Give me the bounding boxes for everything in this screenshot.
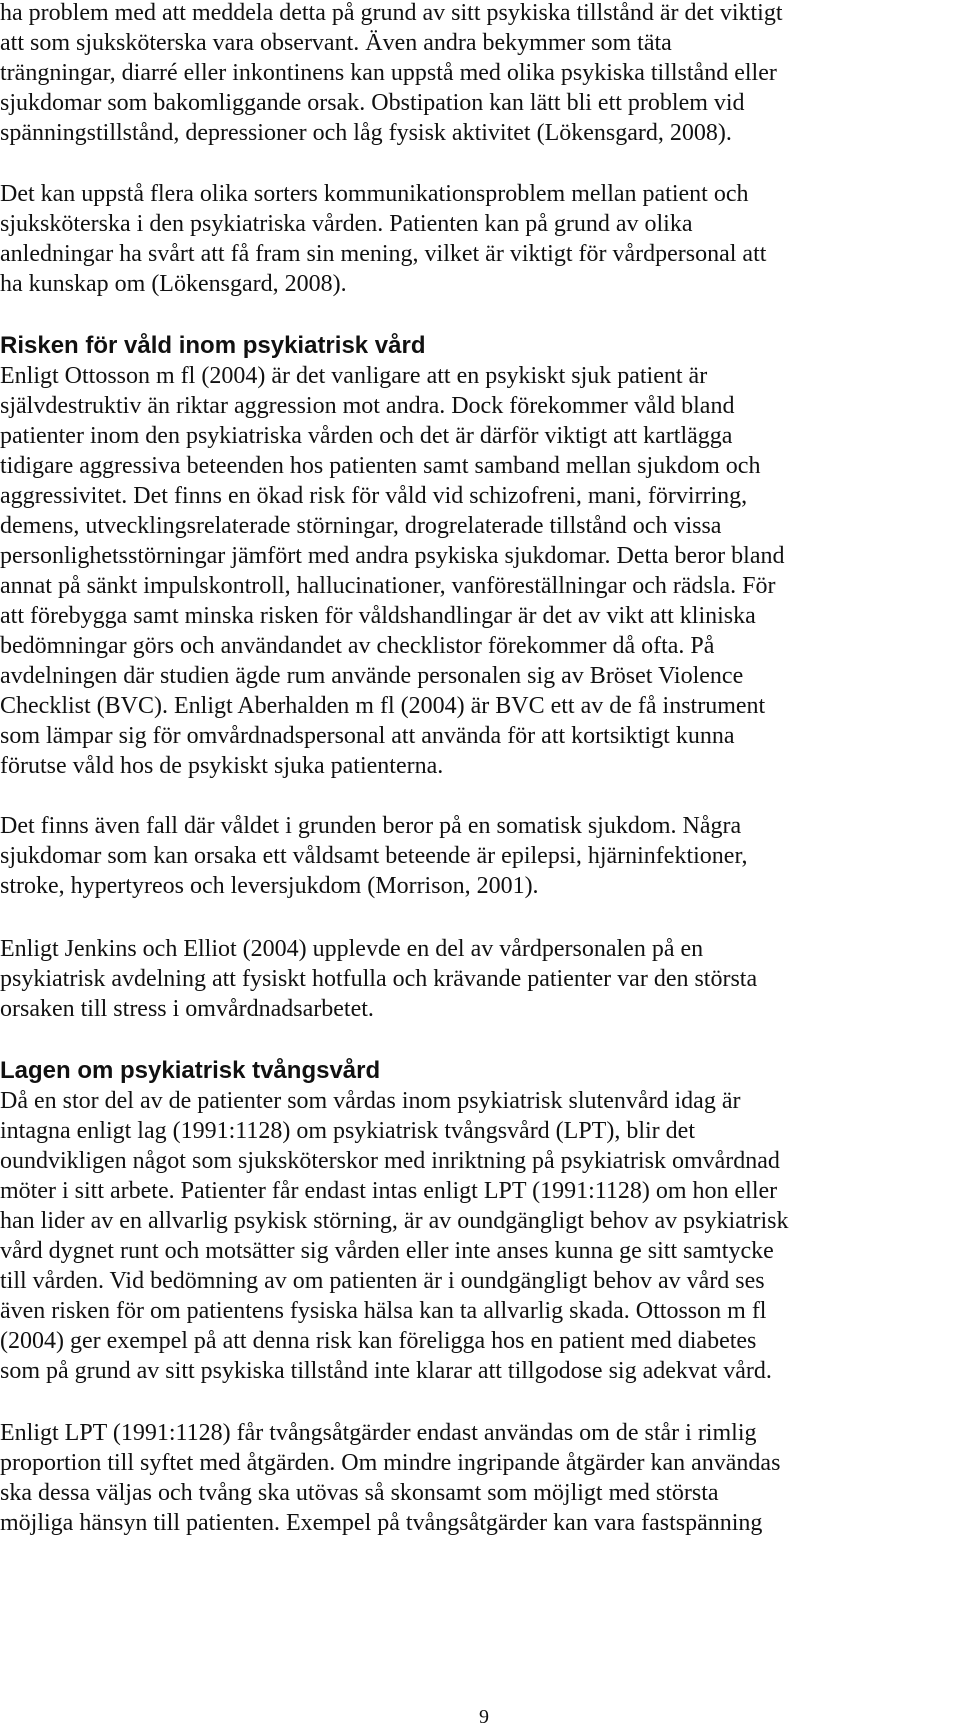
paragraph-line: personlighetsstörningar jämfört med andra psykiska sjukdomar. Detta beror bland [0, 543, 785, 569]
paragraph-line: Det finns även fall där våldet i grunden beror på en somatisk sjukdom. Några [0, 813, 742, 839]
paragraph-line: psykiatrisk avdelning att fysiskt hotfulla och krävande patienter var den största [0, 966, 758, 992]
paragraph-line: vård dygnet runt och motsätter sig vården eller inte anses kunna ge sitt samtycke [0, 1238, 774, 1264]
paragraph-coercive-measures [0, 1418, 960, 1538]
paragraph-line: möjliga hänsyn till patienten. Exempel på tvångsåtgärder kan vara fastspänning [0, 1510, 763, 1536]
paragraph-line: sjuksköterska i den psykiatriska vården. Patienten kan på grund av olika [0, 211, 693, 237]
paragraph-line: självdestruktiv än riktar aggression mot andra. Dock förekommer våld bland [0, 393, 735, 419]
paragraph-line: Enligt Jenkins och Elliot (2004) upplevde en del av vårdpersonalen på en [0, 936, 704, 962]
paragraph-line: trängningar, diarré eller inkontinens kan uppstå med olika psykiska tillstånd eller [0, 60, 777, 86]
paragraph-line: (2004) ger exempel på att denna risk kan föreligga hos en patient med diabetes [0, 1328, 757, 1354]
paragraph-line: ska dessa väljas och tvång ska utövas så skonsamt som möjligt med största [0, 1480, 719, 1506]
paragraph-line: stroke, hypertyreos och leversjukdom (Morrison, 2001). [0, 873, 539, 899]
paragraph-line: annat på sänkt impulskontroll, hallucinationer, vanföreställningar och rädsla. För [0, 573, 776, 599]
paragraph-line: patienter inom den psykiatriska vården och det är därför viktigt att kartlägga [0, 423, 733, 449]
paragraph-line: som lämpar sig för omvårdnadspersonal att använda för att kortsiktigt kunna [0, 723, 735, 749]
paragraph-line: som på grund av sitt psykiska tillstånd inte klarar att tillgodose sig adekvat vård. [0, 1358, 772, 1384]
paragraph-line: demens, utvecklingsrelaterade störningar, drogrelaterade tillstånd och vissa [0, 513, 722, 539]
paragraph-line: tidigare aggressiva beteenden hos patienten samt samband mellan sjukdom och [0, 453, 761, 479]
paragraph-line: Det kan uppstå flera olika sorters kommunikationsproblem mellan patient och [0, 181, 749, 207]
paragraph-line: orsaken till stress i omvårdnadsarbetet. [0, 996, 374, 1022]
paragraph-line: Enligt Ottosson m fl (2004) är det vanligare att en psykiskt sjuk patient är [0, 363, 708, 389]
paragraph-somatic-causes [0, 811, 960, 901]
paragraph-communication [0, 179, 960, 299]
paragraph-line: ha problem med att meddela detta på grund av sitt psykiska tillstånd är det viktigt [0, 0, 783, 26]
paragraph-line: möter i sitt arbete. Patienter får endast intas enligt LPT (1991:1128) om hon eller [0, 1178, 778, 1204]
paragraph-line: att förebygga samt minska risken för våldshandlingar är det av vikt att kliniska [0, 603, 756, 629]
paragraph-line: sjukdomar som bakomliggande orsak. Obstipation kan lätt bli ett problem vid [0, 90, 745, 116]
section-heading-compulsory-care-law: Lagen om psykiatrisk tvångsvård [0, 1057, 381, 1084]
paragraph-line: proportion till syftet med åtgärden. Om mindre ingripande åtgärder kan användas [0, 1450, 781, 1476]
paragraph-line: intagna enligt lag (1991:1128) om psykiatrisk tvångsvård (LPT), blir det [0, 1118, 695, 1144]
paragraph-line: oundvikligen något som sjuksköterskor med inriktning på psykiatrisk omvårdnad [0, 1148, 780, 1174]
paragraph-line: att som sjuksköterska vara observant. Även andra bekymmer som täta [0, 30, 672, 56]
paragraph-line: även risken för om patientens fysiska hälsa kan ta allvarlig skada. Ottosson m fl [0, 1298, 767, 1324]
paragraph-line: avdelningen där studien ägde rum använde personalen sig av Bröset Violence [0, 663, 744, 689]
paragraph-line: bedömningar görs och användandet av checklistor förekommer då ofta. På [0, 633, 715, 659]
paragraph-line: han lider av en allvarlig psykisk störning, är av oundgängligt behov av psykiatrisk [0, 1208, 789, 1234]
paragraph-compulsory-care [0, 1086, 960, 1386]
paragraph-staff-stress [0, 934, 960, 1024]
paragraph-line: spänningstillstånd, depressioner och låg fysisk aktivitet (Lökensgard, 2008). [0, 120, 732, 146]
paragraph-line: förutse våld hos de psykiskt sjuka patienterna. [0, 753, 444, 779]
paragraph-line: Checklist (BVC). Enligt Aberhalden m fl (2004) är BVC ett av de få instrument [0, 693, 766, 719]
paragraph-line: ha kunskap om (Lökensgard, 2008). [0, 271, 347, 297]
paragraph-intro [0, 0, 960, 148]
page-number: 9 [479, 1706, 489, 1728]
paragraph-line: Då en stor del av de patienter som vårdas inom psykiatrisk slutenvård idag är [0, 1088, 741, 1114]
paragraph-line: till vården. Vid bedömning av om patienten är i oundgängligt behov av vård ses [0, 1268, 765, 1294]
section-heading-violence-risk: Risken för våld inom psykiatrisk vård [0, 332, 426, 359]
paragraph-line: aggressivitet. Det finns en ökad risk för våld vid schizofreni, mani, förvirring, [0, 483, 748, 509]
paragraph-line: sjukdomar som kan orsaka ett våldsamt beteende är epilepsi, hjärninfektioner, [0, 843, 748, 869]
paragraph-violence-risk [0, 361, 960, 781]
paragraph-line: anledningar ha svårt att få fram sin mening, vilket är viktigt för vårdpersonal att [0, 241, 767, 267]
paragraph-line: Enligt LPT (1991:1128) får tvångsåtgärder endast användas om de står i rimlig [0, 1420, 757, 1446]
